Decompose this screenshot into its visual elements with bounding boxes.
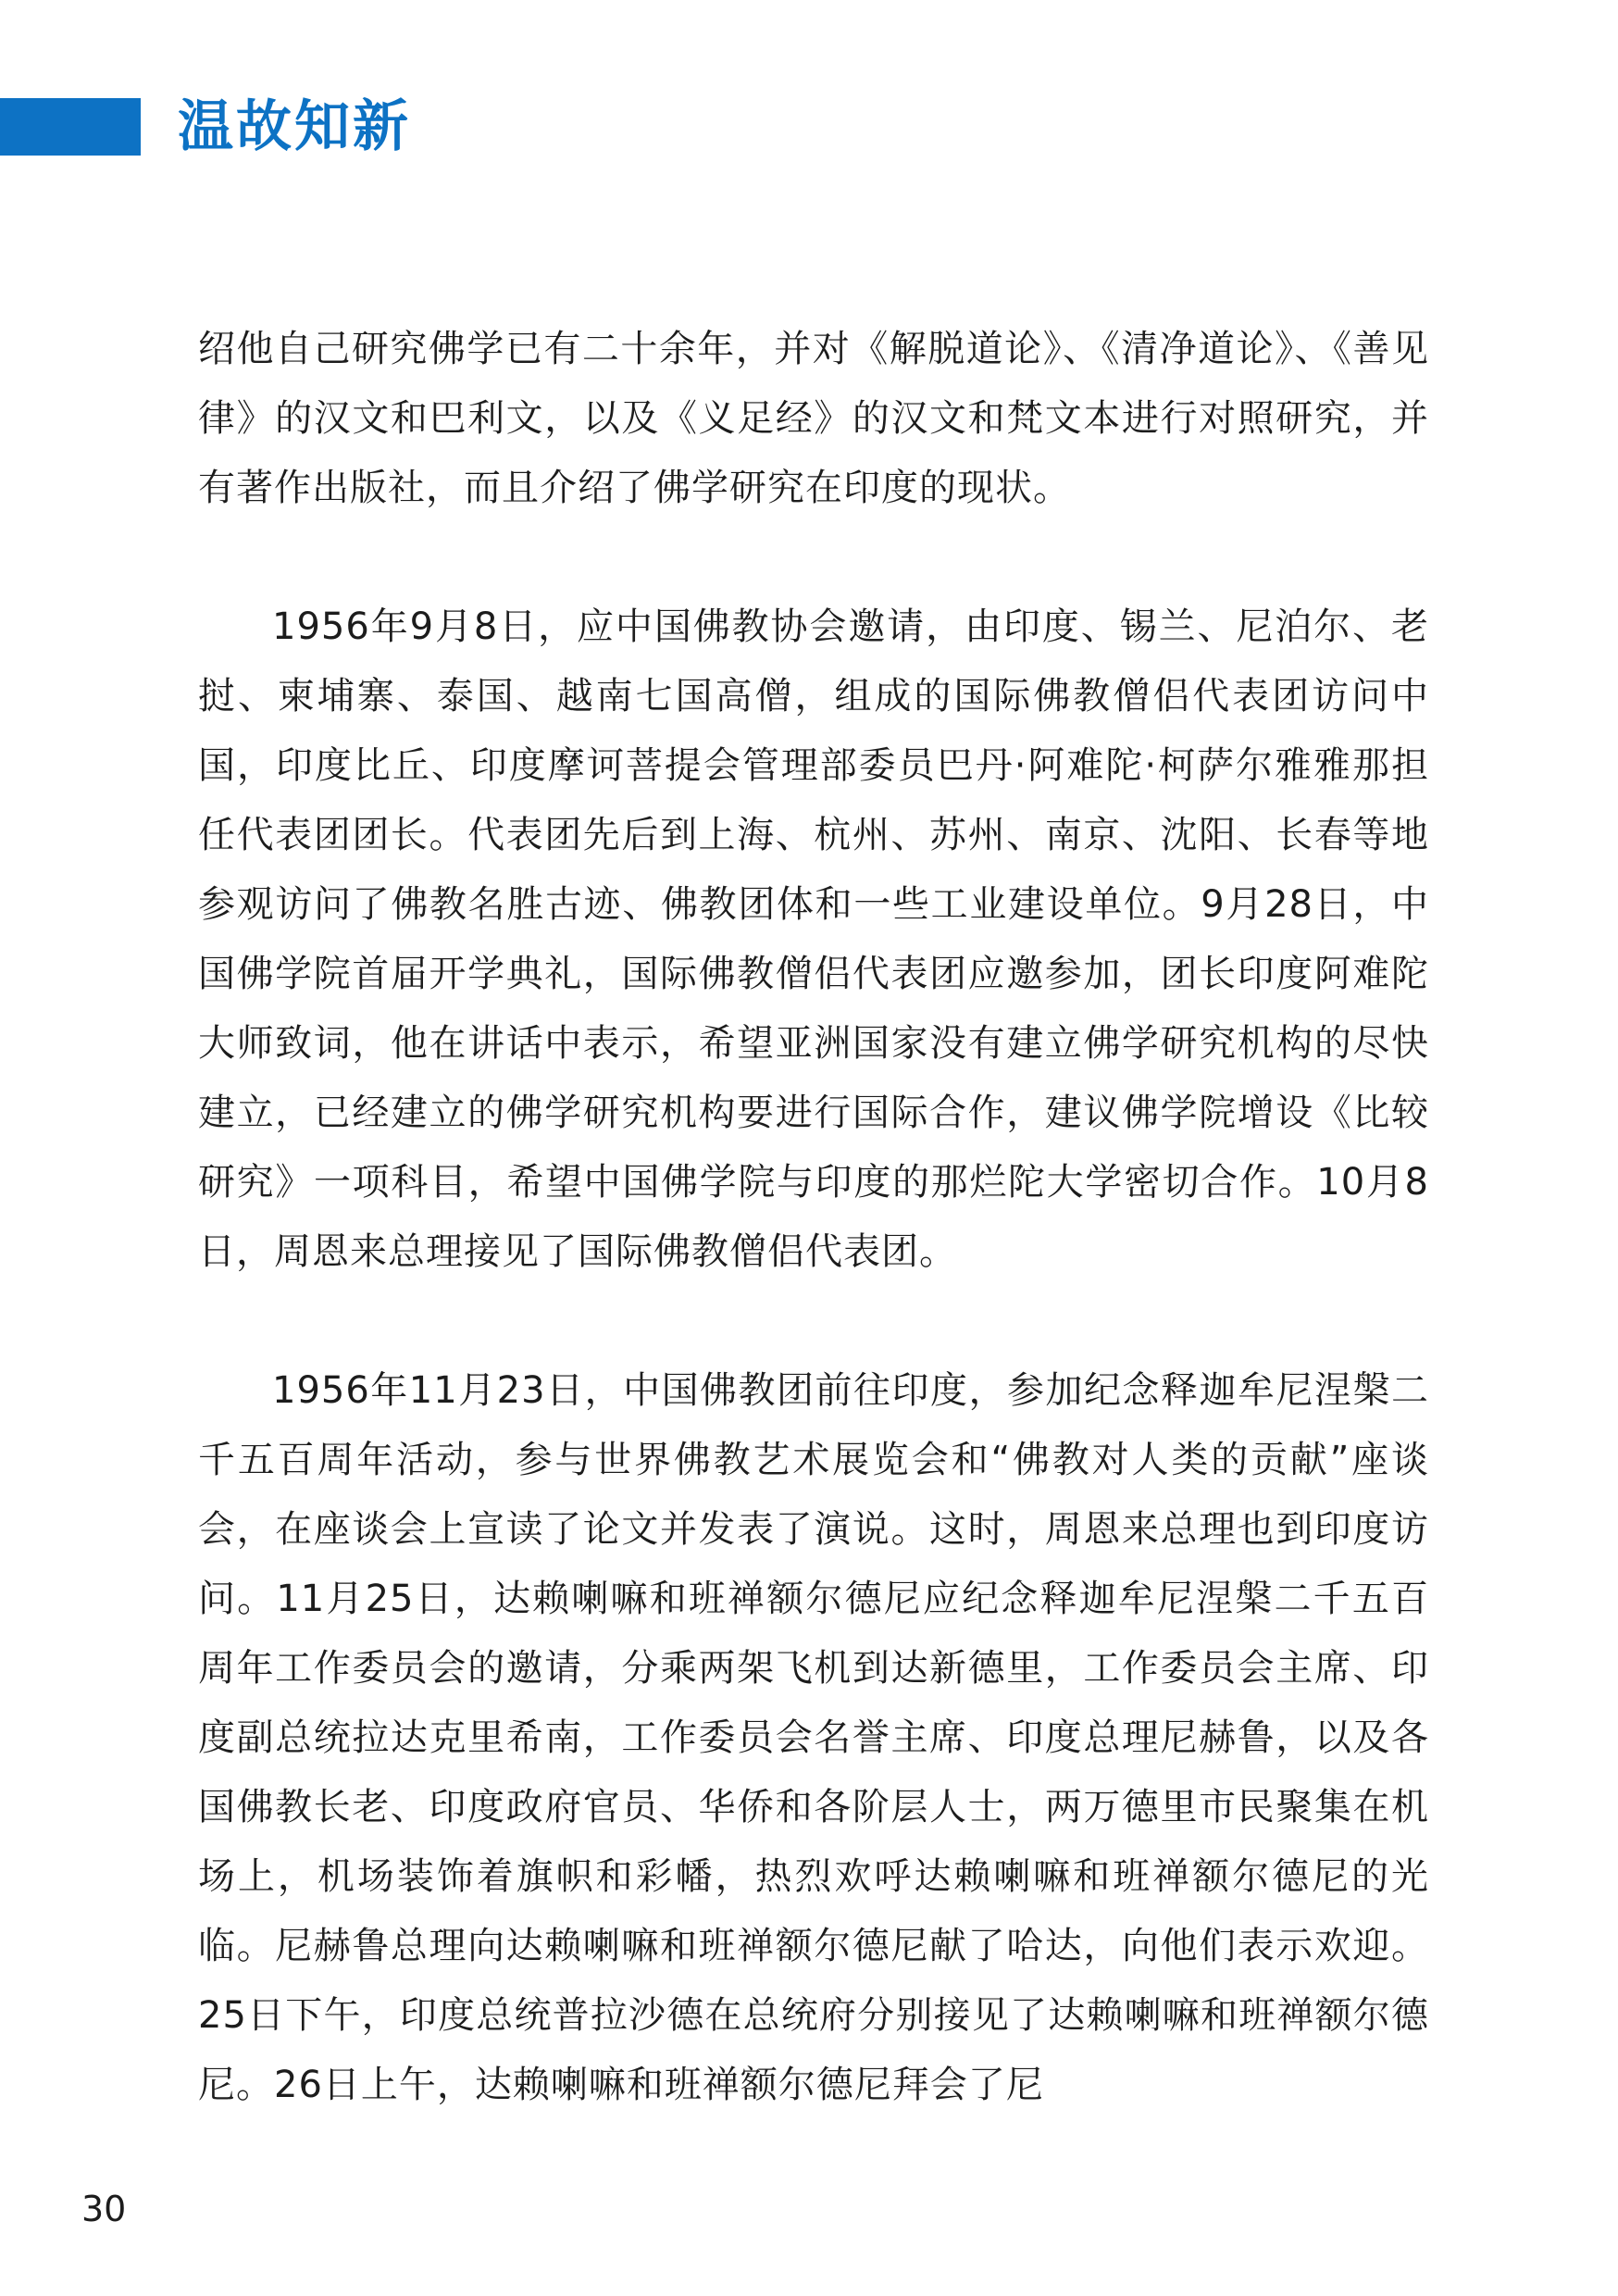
- paragraph-2: 1956年9月8日，应中国佛教协会邀请，由印度、锡兰、尼泊尔、老挝、柬埔寨、泰国、越南七国高僧，组成的国际佛教僧侣代表团访问中国，印度比丘、印度摩诃菩提会管理部委员巴丹·阿难陀·柯萨尔雅雅那担任代表团团长。代表团先后到上海、杭州、苏州、南京、沈阳、长春等地参观访问了佛教名胜古迹、佛教团体和一些工业建设单位。9月28日，中国佛学院首届开学典礼，国际佛教僧侣代表团应邀参加，团长印度阿难陀大师致词，他在讲话中表示，希望亚洲国家没有建立佛学研究机构的尽快建立，已经建立的佛学研究机构要进行国际合作，建议佛学院增设《比较研究》一项科目，希望中国佛学院与印度的那烂陀大学密切合作。10月8日，周恩来总理接见了国际佛教僧侣代表团。: [198, 605, 1429, 1273]
- section-title: 温故知新: [178, 94, 411, 159]
- page-number: 30: [81, 2189, 127, 2229]
- paragraph-3: 1956年11月23日，中国佛教团前往印度，参加纪念释迦牟尼涅槃二千五百周年活动，参与世界佛教艺术展览会和“佛教对人类的贡献”座谈会，在座谈会上宣读了论文并发表了演说。这时，周恩来总理也到印度访问。11月25日，达赖喇嘛和班禅额尔德尼应纪念释迦牟尼涅槃二千五百周年工作委员会的邀请，分乘两架飞机到达新德里，工作委员会主席、印度副总统拉达克里希南，工作委员会名誉主席、印度总理尼赫鲁，以及各国佛教长老、印度政府官员、华侨和各阶层人士，两万德里市民聚集在机场上，机场装饰着旗帜和彩幡，热烈欢呼达赖喇嘛和班禅额尔德尼的光临。尼赫鲁总理向达赖喇嘛和班禅额尔德尼献了哈达，向他们表示欢迎。25日下午，印度总统普拉沙德在总统府分别接见了达赖喇嘛和班禅额尔德尼。26日上午，达赖喇嘛和班禅额尔德尼拜会了尼: [198, 1369, 1429, 2106]
- header-accent-bar: [0, 98, 141, 156]
- paragraph-1: 绍他自己研究佛学已有二十余年，并对《解脱道论》、《清净道论》、《善见律》的汉文和巴利文，以及《义足经》的汉文和梵文本进行对照研究，并有著作出版社，而且介绍了佛学研究在印度的现状。: [198, 328, 1429, 509]
- article-body: [198, 315, 1429, 2190]
